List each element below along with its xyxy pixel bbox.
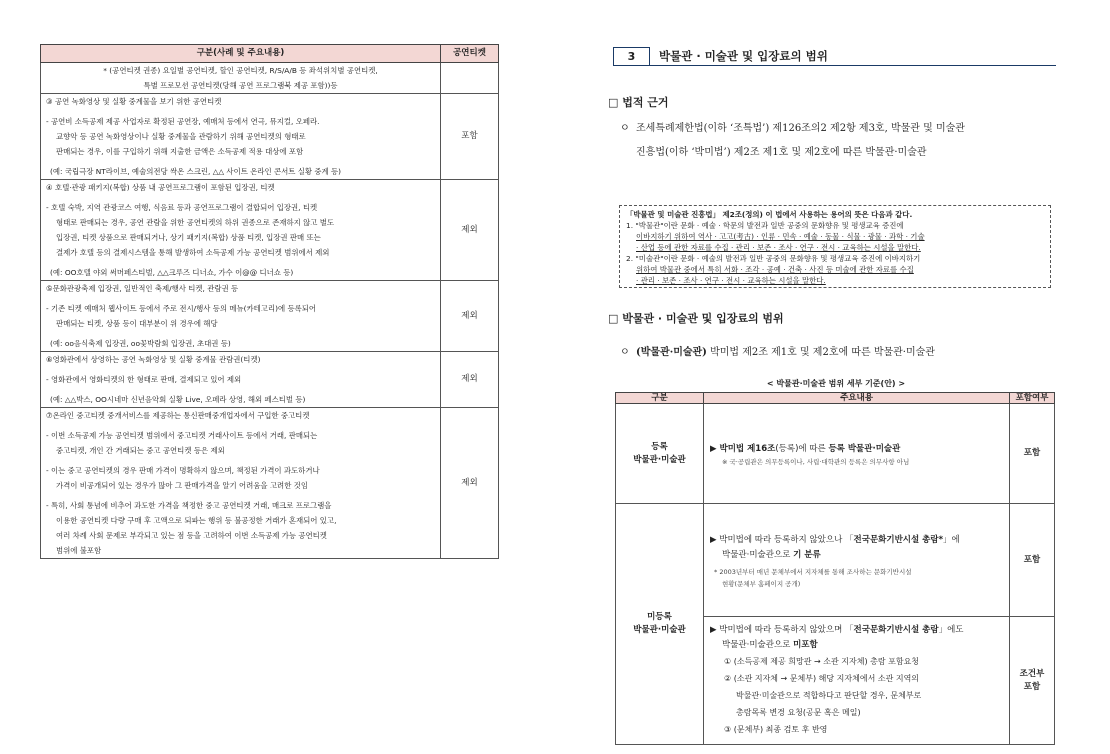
scope-heading: □ 박물관 · 미술관 및 입장료의 범위: [608, 312, 784, 325]
result-line: 포함: [1023, 681, 1041, 692]
def-line: · 산업 등에 관한 자료를 수집 · 관리 · 보존 · 조사 · 연구 · 전시 · 교육하는 시설을 말한다.: [636, 243, 921, 252]
row-desc-cell: [41, 94, 441, 180]
row-result: 포함: [441, 94, 499, 180]
table-header-row: [616, 393, 1055, 404]
section-title: 박물관 · 미술관 및 입장료의 범위: [659, 49, 828, 63]
def-title: 「박물관 및 미술관 진흥법」 제2조(정의) 이 법에서 사용하는 용어의 뜻은 다음과 같다.: [626, 210, 913, 219]
row-body-line: 형태로 판매되는 경우, 공연 관람을 위한 공연티켓의 하위 권종으로 존재하지 않고 별도: [56, 218, 335, 227]
label-line: 등록: [651, 441, 668, 452]
row-body-line: 이용한 공연티켓 다량 구매 후 고액으로 되파는 행위 등 불공정한 거래가 혼재되어 있고,: [56, 516, 337, 525]
row-desc-cell: [41, 408, 441, 559]
step-line: 총람목록 변경 요청(공문 혹은 메일): [736, 708, 861, 717]
content-line: ▶ 박미법 제16조(등록)에 따른 등록 박물관·미술관: [710, 443, 901, 454]
table-row-registered: [616, 404, 1055, 504]
step-line: 박물관·미술관으로 적합하다고 판단할 경우, 문체부로: [736, 691, 922, 700]
row-body-line: 판매되는 경우, 이를 구입하기 위해 지출한 금액은 소득공제 적용 대상에 포함: [56, 147, 304, 156]
row-example: (예: 국립극장 NT라이브, 예술의전당 싹온 스크린, △△ 사이트 온라인 콘서트 실황 중계 등): [50, 167, 342, 176]
row-result: [1010, 617, 1055, 745]
row-result: 제외: [441, 281, 499, 352]
row-result: 제외: [441, 352, 499, 408]
row-body-line: - 공연비 소득공제 제공 사업자로 확정된 공연장, 예매처 등에서 연극, 뮤지컬, 오페라.: [46, 117, 320, 126]
bullet: ㅇ: [620, 347, 630, 358]
def-line: 2. "미술관"이란 문화 · 예술의 발전과 일반 공중의 문화향유 및 평생교육 증진에 이바지하기: [626, 254, 921, 263]
table-row: [41, 180, 499, 281]
row-result: 포함: [1010, 404, 1055, 504]
para-line: 조세특례제한법(이하 ‘조특법’) 제126조의2 제2항 제3호, 박물관 및 미술관: [636, 123, 965, 134]
legal-basis-heading: □ 법적 근거: [608, 96, 669, 109]
label-line: 박물관·미술관: [633, 454, 686, 465]
row-desc-cell: [41, 352, 441, 408]
note-line: * (공연티켓 권종) 요일별 공연티켓, 할인 공연티켓, R/S/A/B 등 좌석위치별 공연티켓,: [103, 66, 378, 75]
row-body-line: 판매되는 티켓, 상품 등이 대부분이 위 경우에 해당: [56, 319, 218, 328]
row-label: [616, 504, 704, 745]
content-line: ▶ 박미법에 따라 등록하지 않았으며 「전국문화기반시설 총람」에도: [710, 625, 964, 635]
table-row: [41, 94, 499, 180]
col-header-category: 구분: [616, 393, 704, 404]
note-line: 특별 프로모션 공연티켓(당해 공연 프로그램북 제공 포함))등: [143, 81, 338, 90]
row-content: [704, 504, 1010, 617]
col-header-content: 주요내용: [704, 393, 1010, 404]
definition-box: [619, 205, 1051, 288]
content-note: ※ 국·공립관은 의무등록이나, 사립·대학관의 등록은 의무사항 아님: [722, 457, 910, 466]
table-row: [41, 352, 499, 408]
section-number: 3: [613, 47, 650, 66]
result-line: 조건부: [1019, 668, 1045, 679]
table-row: [41, 408, 499, 559]
row-result: 제외: [441, 180, 499, 281]
step-line: ② (소관 지자체 → 문체부) 해당 지자체에서 소관 지역의: [724, 674, 920, 683]
label-line: 미등록: [647, 612, 672, 622]
content-line: 박물관·미술관으로 미포함: [722, 640, 818, 650]
row-note-cell: [41, 63, 441, 94]
table-row: [41, 63, 499, 94]
row-body-line: - 이번 소득공제 가능 공연티켓 범위에서 중고티켓 거래사이트 등에서 거래, 판매되는: [46, 431, 318, 440]
table-row: [41, 281, 499, 352]
def-line: · 관리 · 보존 · 조사 · 연구 · 전시 · 교육하는 시설을 말한다.: [636, 276, 826, 285]
row-head: ⑥영화관에서 상영하는 공연 녹화영상 및 실황 중계물 관람권(티켓): [46, 355, 261, 364]
content-line: ▶ 박미법에 따라 등록하지 않았으나 「전국문화기반시설 총람*」에: [710, 534, 960, 545]
row-body-line: 중고티켓, 개인 간 거래되는 중고 공연티켓 등은 제외: [56, 446, 225, 455]
row-body-line: 결제가 호텔 등의 결제시스템을 통해 발생하여 소득공제 가능 공연티켓 범위에서 제외: [56, 248, 330, 257]
scope-para: [620, 341, 935, 364]
legal-basis-para: [620, 117, 965, 140]
row-content: [704, 404, 1010, 504]
col-header-inclusion: 포함여부: [1010, 393, 1055, 404]
scope-para-text: 박미법 제2조 제1호 및 제2호에 따른 박물관·미술관: [706, 347, 935, 358]
row-body-line: 여러 차례 사회 문제로 부각되고 있는 점 등을 고려하여 이번 소득공제 가능 공연티켓: [56, 531, 327, 540]
row-example: (예: △△박스, OO시네마 신년음악회 실황 Live, 오페라 상영, 해외 페스티벌 등): [50, 395, 306, 404]
row-body-line: 가격이 비공개되어 있는 경우가 많아 그 판매가격을 알기 어려움을 고려한 것임: [56, 481, 308, 490]
step-line: ③ (문체부) 최종 검토 후 반영: [724, 725, 828, 734]
row-body-line: - 호텔 숙박, 지역 관광코스 여행, 식음료 등과 공연프로그램이 결합되어 입장권, 티켓: [46, 203, 318, 212]
row-body-line: - 특히, 사회 통념에 비추어 과도한 가격을 책정한 중고 공연티켓 거래, 매크로 프로그램을: [46, 501, 332, 510]
section-header: [613, 47, 1056, 66]
row-body-line: - 영화관에서 영화티켓의 한 형태로 판매, 결제되고 있어 제외: [46, 375, 242, 384]
def-line: 1. "박물관"이란 문화 · 예술 · 학문의 발전과 일반 공중의 문화향유 및 평생교육 증진에: [626, 221, 904, 230]
row-example: (예: oo음식축제 입장권, oo꽃박람회 입장권, 초대권 등): [50, 339, 231, 348]
content-note: * 2003년부터 매년 문체부에서 지자체를 통해 조사하는 문화기반시설: [714, 567, 912, 576]
col-header-category: 구분(사례 및 주요내용): [41, 45, 441, 63]
row-content: [704, 617, 1010, 745]
row-desc-cell: [41, 180, 441, 281]
bullet: ㅇ: [620, 123, 630, 134]
row-body-line: 교향악 등 공연 녹화영상이나 실황 중계물을 관람하기 위해 공연티켓의 형태로: [56, 132, 306, 141]
col-header-ticket: 공연티켓: [441, 45, 499, 63]
row-result: 제외: [441, 408, 499, 559]
row-result: 포함: [1010, 504, 1055, 617]
museum-scope-table: [615, 392, 1055, 745]
label-line: 박물관·미술관: [633, 625, 686, 635]
row-example: (예: OO호텔 야외 써머페스티벌, △△크루즈 디너쇼, 가수 이@@ 디너쇼 등): [50, 268, 294, 277]
table-header-row: [41, 45, 499, 63]
row-desc-cell: [41, 281, 441, 352]
scope-para-bold: (박물관·미술관): [636, 347, 707, 358]
row-head: ④ 호텔·관광 패키지(복합) 상품 내 공연프로그램이 포함된 입장권, 티켓: [46, 183, 275, 192]
def-line: 위하여 박물관 중에서 특히 서화 · 조각 · 공예 · 건축 · 사진 등 미술에 관한 자료를 수집: [636, 265, 914, 274]
row-note-result: [441, 63, 499, 94]
def-line: [626, 209, 1044, 220]
table-caption: < 박물관·미술관 범위 세부 기준(안) >: [766, 379, 906, 388]
row-head: ⑦온라인 중고티켓 중개서비스를 제공하는 통신판매중개업자에서 구입한 중고티켓: [46, 411, 310, 420]
row-label: [616, 404, 704, 504]
row-body-line: - 이는 중고 공연티켓의 경우 판매 가격이 명확하지 않으며, 책정된 가격이 과도하거나: [46, 466, 320, 475]
step-line: ① (소득공제 제공 희망관 → 소관 지자체) 총람 포함요청: [724, 657, 920, 666]
def-line: 이바지하기 위하여 역사 · 고고(考古) · 인류 · 민속 · 예술 · 동물 · 식물 · 광물 · 과학 · 기술: [636, 232, 925, 241]
row-body-line: 범위에 불포함: [56, 546, 102, 555]
row-head: ③ 공연 녹화영상 및 실황 중계물을 보기 위한 공연티켓: [46, 97, 222, 106]
table-row-unregistered-1: [616, 504, 1055, 617]
row-body-line: - 기존 티켓 예매처 웹사이트 등에서 주로 전시/행사 등의 메뉴(카테고리)에 등록되어: [46, 304, 317, 313]
row-head: ⑤문화관광축제 입장권, 일반적인 축제/행사 티켓, 관람권 등: [46, 284, 239, 293]
ticket-scope-table: [40, 44, 499, 559]
row-body-line: 입장권, 티켓 상품으로 판매되거나, 상기 패키지(복합) 상품 티켓, 입장권 판매 또는: [56, 233, 321, 242]
content-line: 박물관·미술관으로 기 분류: [722, 549, 821, 560]
content-note: 현황(문체부 홈페이지 공개): [722, 579, 801, 588]
para-line-2: 진흥법(이하 ‘박미법’) 제2조 제1호 및 제2호에 따른 박물관·미술관: [636, 147, 927, 158]
